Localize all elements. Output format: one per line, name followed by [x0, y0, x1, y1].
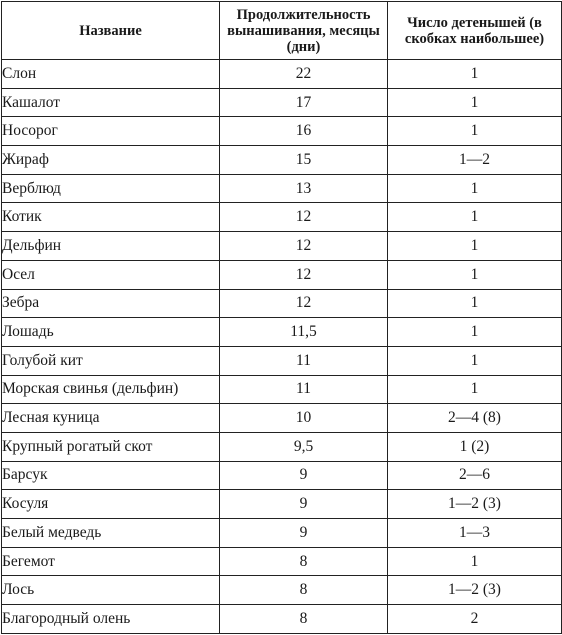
animal-name-cell: Зебра	[2, 289, 220, 318]
animal-name-cell: Лошадь	[2, 318, 220, 347]
table-row	[2, 174, 562, 203]
gestation-months-cell: 10	[220, 404, 388, 433]
animal-name-cell: Белый медведь	[2, 519, 220, 548]
header-row	[2, 2, 562, 60]
number-of-young-cell: 2	[388, 605, 562, 634]
animal-name-cell: Крупный рогатый скот	[2, 432, 220, 461]
table-row	[2, 146, 562, 175]
number-of-young-cell: 1—3	[388, 519, 562, 548]
table-row	[2, 88, 562, 117]
animal-name-cell: Слон	[2, 60, 220, 89]
animal-name-cell: Осел	[2, 260, 220, 289]
table-row	[2, 576, 562, 605]
gestation-months-cell: 12	[220, 232, 388, 261]
animal-name-cell: Лось	[2, 576, 220, 605]
table-row	[2, 203, 562, 232]
number-of-young-cell: 1	[388, 547, 562, 576]
table-row	[2, 260, 562, 289]
number-of-young-cell: 1	[388, 174, 562, 203]
gestation-months-cell: 11,5	[220, 318, 388, 347]
gestation-months-cell: 9	[220, 461, 388, 490]
table-row	[2, 232, 562, 261]
table-row	[2, 117, 562, 146]
gestation-months-cell: 12	[220, 203, 388, 232]
number-of-young-cell: 1	[388, 375, 562, 404]
number-of-young-cell: 1—2 (3)	[388, 576, 562, 605]
animal-name-cell: Верблюд	[2, 174, 220, 203]
number-of-young-cell: 1	[388, 260, 562, 289]
number-of-young-cell: 1—2 (3)	[388, 490, 562, 519]
table-row	[2, 375, 562, 404]
gestation-months-cell: 9,5	[220, 432, 388, 461]
animal-name-cell: Лесная куница	[2, 404, 220, 433]
number-of-young-cell: 1	[388, 318, 562, 347]
gestation-months-cell: 12	[220, 260, 388, 289]
table-row	[2, 289, 562, 318]
header-number-of-young: Число детенышей (в скобках наибольшее)	[388, 2, 562, 60]
animal-name-cell: Жираф	[2, 146, 220, 175]
header-name: Название	[2, 2, 220, 60]
gestation-months-cell: 16	[220, 117, 388, 146]
gestation-months-cell: 22	[220, 60, 388, 89]
animal-name-cell: Голубой кит	[2, 346, 220, 375]
gestation-months-cell: 8	[220, 547, 388, 576]
number-of-young-cell: 1	[388, 232, 562, 261]
table-row	[2, 461, 562, 490]
gestation-months-cell: 9	[220, 490, 388, 519]
table-row	[2, 318, 562, 347]
animal-name-cell: Косуля	[2, 490, 220, 519]
animal-name-cell: Котик	[2, 203, 220, 232]
gestation-months-cell: 11	[220, 375, 388, 404]
table-row	[2, 547, 562, 576]
number-of-young-cell: 2—6	[388, 461, 562, 490]
gestation-table	[1, 1, 562, 634]
header-gestation-months: Продолжительность вынашивания, месяцы (дни)	[220, 2, 388, 60]
number-of-young-cell: 1—2	[388, 146, 562, 175]
animal-name-cell: Барсук	[2, 461, 220, 490]
gestation-months-cell: 13	[220, 174, 388, 203]
animal-name-cell: Носорог	[2, 117, 220, 146]
number-of-young-cell: 1 (2)	[388, 432, 562, 461]
table-row	[2, 404, 562, 433]
table-body	[2, 60, 562, 634]
table-row	[2, 60, 562, 89]
table-row	[2, 605, 562, 634]
gestation-months-cell: 8	[220, 576, 388, 605]
animal-name-cell: Бегемот	[2, 547, 220, 576]
gestation-months-cell: 9	[220, 519, 388, 548]
table-row	[2, 490, 562, 519]
animal-name-cell: Морская свинья (дельфин)	[2, 375, 220, 404]
animal-name-cell: Кашалот	[2, 88, 220, 117]
table-header	[2, 2, 562, 60]
gestation-months-cell: 11	[220, 346, 388, 375]
number-of-young-cell: 1	[388, 88, 562, 117]
table-row	[2, 432, 562, 461]
table-row	[2, 519, 562, 548]
number-of-young-cell: 1	[388, 346, 562, 375]
number-of-young-cell: 1	[388, 289, 562, 318]
gestation-months-cell: 8	[220, 605, 388, 634]
number-of-young-cell: 1	[388, 203, 562, 232]
gestation-months-cell: 17	[220, 88, 388, 117]
animal-name-cell: Благородный олень	[2, 605, 220, 634]
number-of-young-cell: 1	[388, 60, 562, 89]
animal-name-cell: Дельфин	[2, 232, 220, 261]
gestation-months-cell: 15	[220, 146, 388, 175]
table-row	[2, 346, 562, 375]
gestation-months-cell: 12	[220, 289, 388, 318]
number-of-young-cell: 2—4 (8)	[388, 404, 562, 433]
number-of-young-cell: 1	[388, 117, 562, 146]
